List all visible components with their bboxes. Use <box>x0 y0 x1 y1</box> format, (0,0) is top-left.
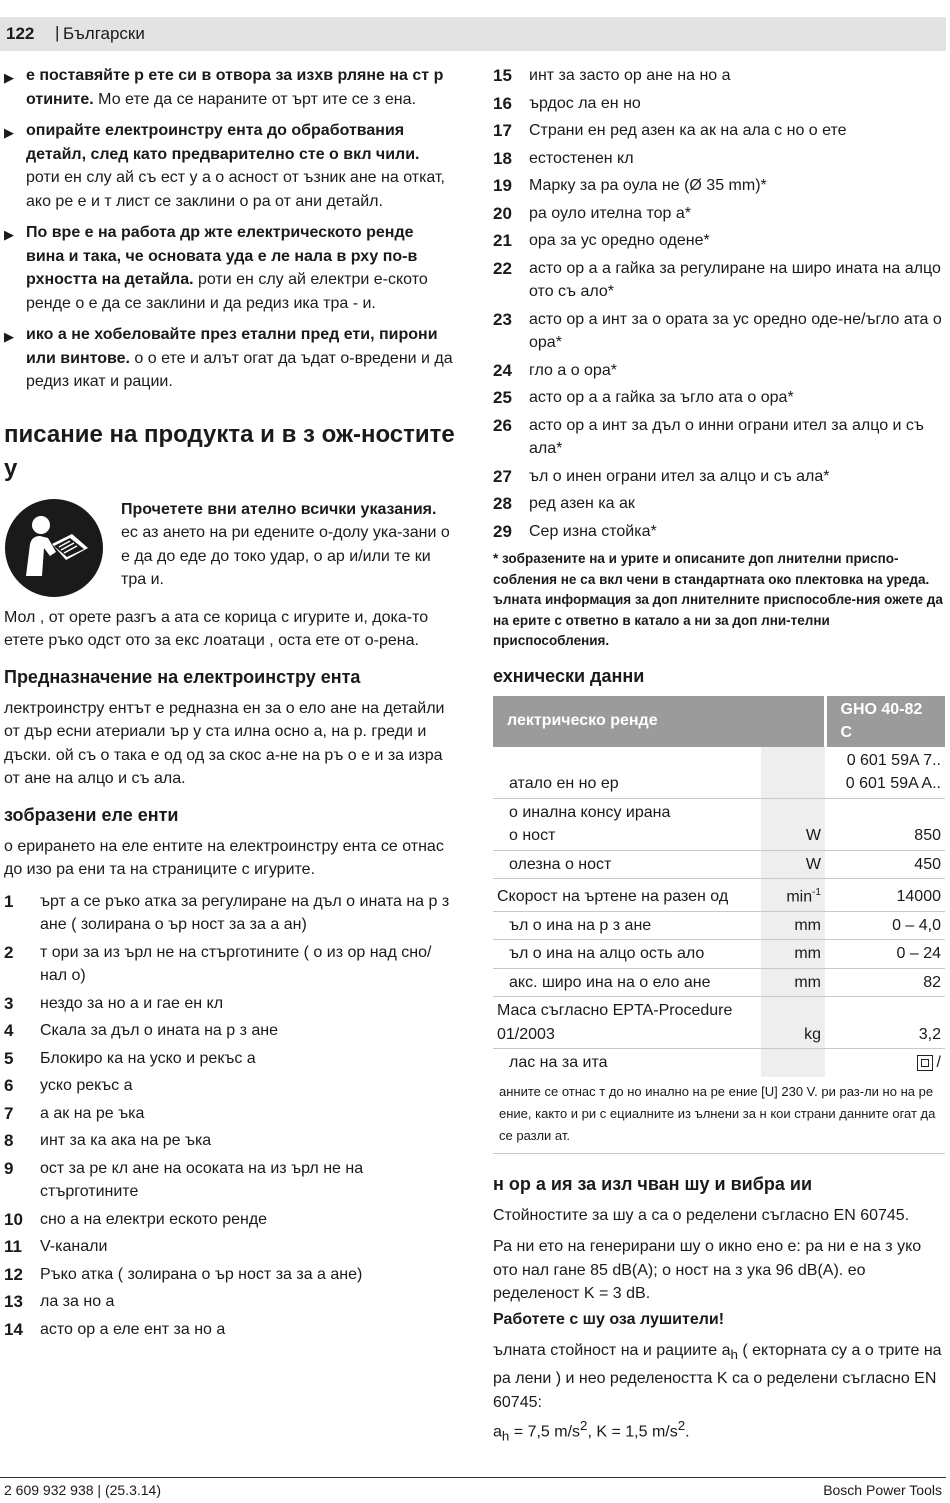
table-row <box>493 1049 945 1077</box>
spec-label: лас на за ита <box>509 1054 608 1072</box>
item-number: 5 <box>4 1048 14 1068</box>
table-header-name: лектрическо ренде <box>493 696 825 747</box>
spec-label: ъл о ина на алцо ость ало <box>493 940 761 969</box>
item-number: 3 <box>4 993 14 1013</box>
bullet-arrow-icon: ▶ <box>4 125 14 140</box>
item-text: асто ор а еле ент за но а <box>40 1320 226 1338</box>
language-label: Български <box>63 24 145 43</box>
table-row <box>493 798 945 850</box>
document-number: 2 609 932 938 | (25.3.14) <box>4 1482 161 1498</box>
spec-value: / <box>825 1049 945 1077</box>
item-number: 4 <box>4 1021 14 1040</box>
item-text: Скала за дъл о ината на р з ане <box>40 1022 279 1039</box>
bullet-arrow-icon: ▶ <box>4 70 14 85</box>
fold-out-text: Мол , от орете разгъ а ата се корица с игурите и, дока-то етете ръко одст ото за екс лоатаци , оста ете от о-рена. <box>4 608 429 649</box>
list-item <box>4 1235 456 1259</box>
spec-unit: W <box>761 850 825 879</box>
item-number: 13 <box>4 1292 23 1311</box>
list-item <box>493 229 945 253</box>
page-number: 122 <box>6 24 35 43</box>
list-item <box>4 1074 456 1098</box>
list-item <box>493 147 945 171</box>
item-text: Страни ен ред азен ка ак на ала с но о ете <box>529 122 847 139</box>
item-text: асто ор а а гайка за ъгло ата о ора* <box>529 389 794 406</box>
table-row <box>493 850 945 879</box>
item-number: 24 <box>493 360 512 380</box>
components-list <box>4 890 456 1342</box>
item-text: ра оуло ителна тор а* <box>529 204 691 222</box>
item-number: 29 <box>493 521 512 541</box>
item-number: 21 <box>493 231 512 250</box>
item-number: 25 <box>493 388 512 407</box>
item-text: Ръко атка ( золирана о ър ност за за а ане) <box>40 1265 363 1283</box>
publisher: Bosch Power Tools <box>823 1482 942 1498</box>
spec-value: 3,2 <box>825 997 945 1049</box>
item-text: естостенен кл <box>529 149 634 167</box>
item-number: 6 <box>4 1076 14 1095</box>
noise-text-2: Ра ни ето на генерирани шу о икно ено е: ра ни е на з уко ото нал гане 85 dB(A); о ност на з ука 96 dB(A). ео ределеност K = 3 dB. <box>493 1238 922 1303</box>
spec-unit: kg <box>761 997 825 1049</box>
warning-text: о о ете и алът огат да ъдат о-вредени и да редиз икат и рации. <box>26 349 453 390</box>
item-text: ост за ре кл ане на осоката на из ърл не на стърготините <box>40 1159 364 1200</box>
spec-label: ъл о ина на р з ане <box>493 911 761 940</box>
item-text: ора за ус оредно одене* <box>529 232 710 249</box>
item-text: ърт а се ръко атка за регулиране на дъл о ината на р з ане ( золирана о ър ност за за а ан) <box>40 892 450 933</box>
list-item <box>4 1318 456 1342</box>
item-text: уско рекъс а <box>40 1077 133 1094</box>
read-instructions-heading: Прочетете вни ателно всички указания. <box>121 500 437 518</box>
list-item <box>4 890 456 937</box>
item-text: асто ор а а гайка за регулиране на широ ината на алцо ото съ ало* <box>529 259 941 300</box>
item-text: Блокиро ка на уско и рекъс а <box>40 1049 256 1067</box>
list-item <box>4 1019 456 1043</box>
page-footer <box>0 1477 946 1498</box>
section-title: писание на продукта и в з ож-ностите у <box>4 420 455 482</box>
spec-unit: mm <box>761 968 825 997</box>
item-text: ъл о инен ограни ител за алцо и съ ала* <box>529 467 830 485</box>
spec-value: 82 <box>825 968 945 997</box>
item-number: 18 <box>493 148 512 168</box>
item-text: инт за ка ака на ре ъка <box>40 1132 212 1149</box>
read-instructions-text: ес аз ането на ри едените о-долу ука-зани о е да до еде до токо удар, о ар и/или те ки тра и. <box>121 524 450 588</box>
components-text: о ерирането на еле ентите на електроинстру ента се отнас до изо ра ени та на страниците с игурите. <box>4 837 444 878</box>
table-row <box>493 747 945 799</box>
spec-value: 14000 <box>825 879 945 912</box>
list-item <box>493 492 945 516</box>
list-item <box>4 1129 456 1153</box>
warning-item <box>4 323 456 394</box>
bullet-arrow-icon: ▶ <box>4 329 14 344</box>
item-number: 2 <box>4 942 14 962</box>
item-text: сно а на електри еското ренде <box>40 1210 268 1228</box>
table-row <box>493 879 945 912</box>
list-item <box>493 257 945 304</box>
item-number: 9 <box>4 1158 14 1178</box>
warning-bold: опирайте електроинстру ента до обработвания детайл, след като предварително сте о вкл чили. <box>26 122 420 163</box>
spec-label: акс. широ ина на о ело ане <box>493 968 761 997</box>
noise-text-1: Стойностите за шу а са о ределени съгласно EN 60745. <box>493 1206 910 1224</box>
purpose-text: лектроинстру ентът е редназна ен за о ело ане на детайли от дър есни атериали ър у ста илна осно а, на р. греди и дъски. ой съ о така е од од за скос а-не на ръ о е и за изра от ане на алцо и съ ала. <box>4 699 445 787</box>
components-title: зобразени еле енти <box>4 804 179 825</box>
item-number: 14 <box>4 1319 23 1339</box>
list-item <box>4 1290 456 1314</box>
list-item <box>493 520 945 544</box>
item-number: 8 <box>4 1131 14 1150</box>
components-list-continued <box>493 64 945 543</box>
left-column <box>4 64 456 1345</box>
ear-protection-warning: Работете с шу оза лушители! <box>493 1310 725 1328</box>
spec-unit: $\min^{-1}$ <box>761 879 825 912</box>
list-item <box>493 92 945 116</box>
item-text: V-канали <box>40 1238 108 1255</box>
read-manual-icon <box>4 498 104 598</box>
right-column <box>493 64 945 1456</box>
item-text: Марку за ра оула не (Ø 35 mm)* <box>529 177 767 194</box>
warning-bold: ико а не хобеловайте през етални пред ети, пирони или винтове. <box>26 326 438 367</box>
table-row <box>493 940 945 969</box>
list-item <box>4 1263 456 1287</box>
table-row <box>493 911 945 940</box>
warning-bold: По вре е на работа др жте електрическото ренде вина и така, че основата уда е ле нала в рху по-в рхността на детайла. <box>26 224 418 288</box>
item-text: ла за но а <box>40 1293 115 1310</box>
spec-unit <box>761 747 825 799</box>
list-item <box>493 308 945 355</box>
purpose-title: Предназначение на електроинстру ента <box>4 666 361 687</box>
accessories-note: * зобразените на и урите и описаните доп лнителни приспо-собления не са вкл чени в стандартната око плектовка на уреда. ълната информация за доп лнителните приспособле-ния ожете да на ерите с ответно в катало а ни за доп лни-телни приспособления. <box>493 551 943 648</box>
item-number: 16 <box>493 93 512 113</box>
bullet-arrow-icon: ▶ <box>4 227 14 242</box>
list-item <box>493 386 945 410</box>
spec-value: 850 <box>825 798 945 850</box>
item-text: гло а о ора* <box>529 361 617 379</box>
item-text: ърдос ла ен но <box>529 94 641 112</box>
item-number: 28 <box>493 494 512 513</box>
list-item <box>4 941 456 988</box>
warning-item <box>4 221 456 315</box>
list-item <box>4 1047 456 1071</box>
list-item <box>493 119 945 143</box>
warning-bold: е поставяйте р ете си в отвора за изхв рляне на ст р отините. <box>26 67 444 108</box>
technical-data-title: ехнически данни <box>493 665 645 686</box>
list-item <box>4 1157 456 1204</box>
item-text: инт за засто ор ане на но а <box>529 67 731 84</box>
list-item <box>493 202 945 226</box>
spec-label: олезна о ност <box>493 850 761 879</box>
item-number: 22 <box>493 258 512 278</box>
item-text: асто ор а инт за дъл о инни ограни ител за алцо и съ ала* <box>529 416 924 457</box>
item-number: 10 <box>4 1209 23 1229</box>
item-number: 11 <box>4 1237 22 1256</box>
spec-value: 0 – 4,0 <box>825 911 945 940</box>
table-row <box>493 968 945 997</box>
spec-label: Скорост на ъртене на разен од <box>493 879 761 912</box>
noise-vibration-title: н ор а ия за изл чван шу и вибра ии <box>493 1173 813 1194</box>
item-number: 12 <box>4 1264 23 1284</box>
warning-text: роти ен слу ай електри е-ското ренде о е да се заклини и да редиз ика тра - и. <box>26 271 428 312</box>
item-number: 26 <box>493 415 512 435</box>
table-footnote: анните се отнас т до но инално на ре ение [U] 230 V. ри раз-ли но на ре ение, както и ри с ециалните из ълнени за н кои страни данните огат да се разли ат. <box>493 1077 945 1154</box>
table-header-model: GHO 40-82 C <box>825 696 945 747</box>
warning-item <box>4 119 456 213</box>
safety-warnings <box>4 64 456 394</box>
read-instructions-block <box>4 498 456 598</box>
vibration-text: ълната стойност на и рациите $a_h$ ( екторната су а о трите на ра лени ) и нео ределеността K са о ределени съгласно EN 60745: $a_h = 7,5$ $m/s^2$, K = 1,5 $m/s^2$. <box>493 1342 942 1444</box>
spec-label: Маса съгласно EPTA-Procedure 01/2003 <box>493 997 761 1049</box>
list-item <box>4 1208 456 1232</box>
spec-label: атало ен но ер <box>493 747 761 799</box>
list-item <box>493 64 945 88</box>
spec-value: 450 <box>825 850 945 879</box>
item-number: 15 <box>493 66 512 85</box>
warning-item <box>4 64 456 111</box>
spec-unit: mm <box>761 940 825 969</box>
item-number: 27 <box>493 466 512 486</box>
table-row <box>493 997 945 1049</box>
item-number: 20 <box>493 203 512 223</box>
header-separator: | <box>55 23 60 42</box>
spec-value: 0 601 59A 7.. 0 601 59A A.. <box>825 747 945 799</box>
item-text: ред азен ка ак <box>529 495 635 512</box>
list-item <box>493 359 945 383</box>
list-item <box>4 1102 456 1126</box>
spec-label: о инална консу ирана о ност <box>493 798 761 850</box>
technical-data-table <box>493 696 945 1077</box>
item-text: Сер изна стойка* <box>529 522 657 540</box>
warning-text: Мо ете да се нараните от ърт ите се з ена. <box>93 90 416 108</box>
spec-unit: mm <box>761 911 825 940</box>
item-number: 7 <box>4 1103 14 1123</box>
item-number: 23 <box>493 309 512 329</box>
spec-unit: W <box>761 798 825 850</box>
item-number: 1 <box>4 891 14 911</box>
spec-unit <box>761 1049 825 1077</box>
item-text: нездо за но а и гае ен кл <box>40 994 224 1012</box>
list-item <box>493 174 945 198</box>
item-text: т ори за из ърл не на стърготините ( о из ор над сно/нал о) <box>40 943 432 984</box>
spec-value: 0 – 24 <box>825 940 945 969</box>
item-text: асто ор а инт за о ората за ус оредно оде-не/ъгло ата о ора* <box>529 310 942 351</box>
page-header <box>0 17 946 51</box>
list-item <box>4 992 456 1016</box>
item-text: а ак на ре ъка <box>40 1104 145 1122</box>
protection-class-icon <box>917 1055 933 1071</box>
item-number: 19 <box>493 176 512 195</box>
item-number: 17 <box>493 121 512 140</box>
warning-text: роти ен слу ай съ ест у а о асност от ъзник ане на откат, ако ре е и т лист се заклини о ра от ани детайл. <box>26 169 445 210</box>
list-item <box>493 414 945 461</box>
list-item <box>493 465 945 489</box>
